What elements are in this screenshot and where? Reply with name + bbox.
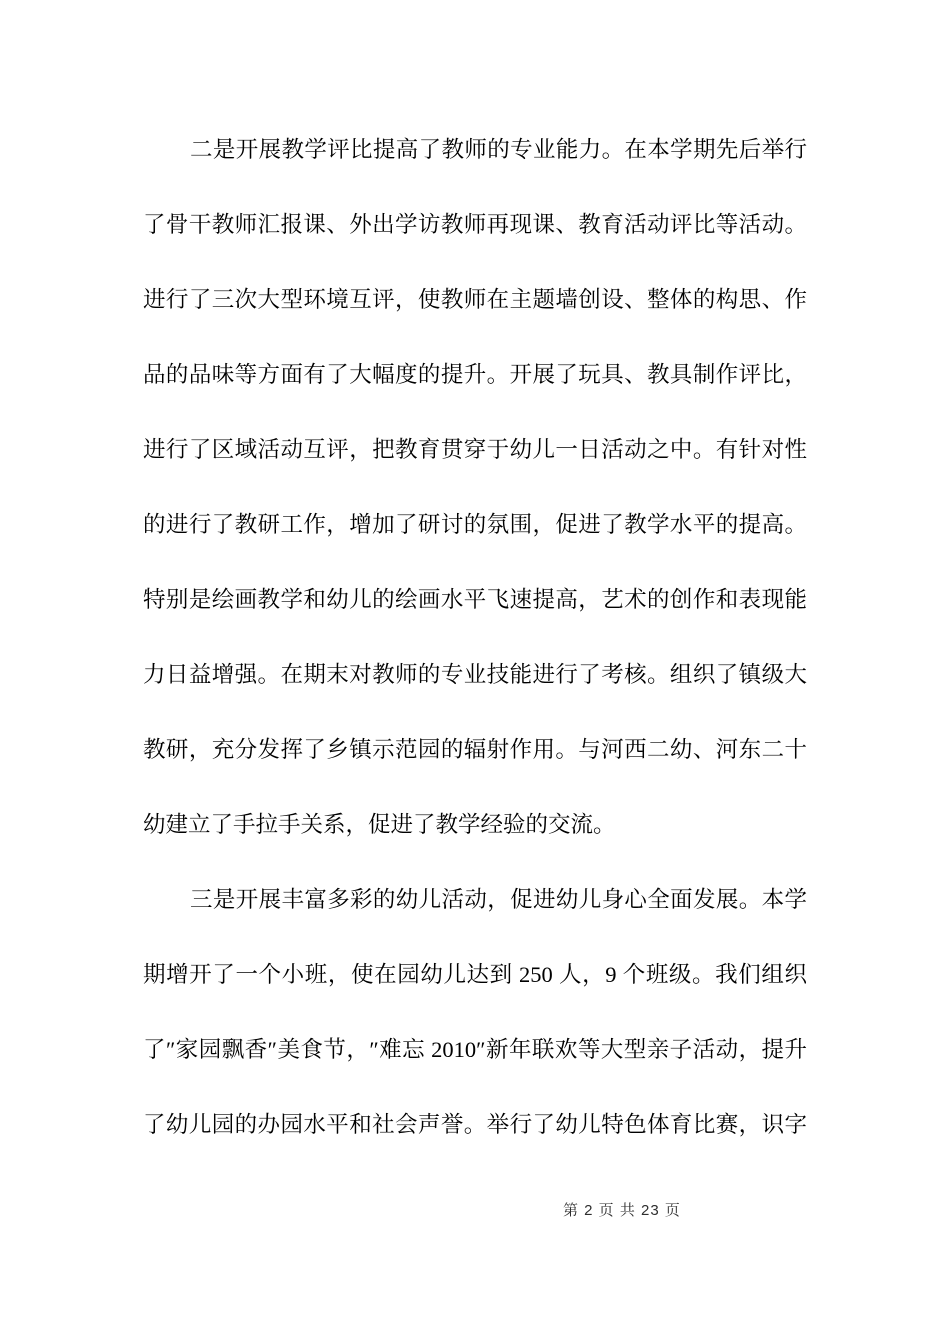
- paragraph: [143, 112, 807, 862]
- page-number-footer: 第 2 页 共 23 页: [563, 1202, 681, 1219]
- text-line: 品的品味等方面有了大幅度的提升。开展了玩具、教具制作评比，: [143, 362, 807, 387]
- text-line: 了幼儿园的办园水平和社会声誉。举行了幼儿特色体育比赛，识字: [143, 1112, 807, 1137]
- text-line: 进行了区域活动互评，把教育贯穿于幼儿一日活动之中。有针对性: [143, 437, 807, 462]
- text-line: 幼建立了手拉手关系，促进了教学经验的交流。: [143, 812, 616, 837]
- text-line: 了″家园飘香″美食节，″难忘 2010″新年联欢等大型亲子活动，提升: [143, 1037, 807, 1062]
- paragraph: [143, 862, 807, 1162]
- text-line: 了骨干教师汇报课、外出学访教师再现课、教育活动评比等活动。: [143, 212, 807, 237]
- text-line: 期增开了一个小班，使在园幼儿达到 250 人，9 个班级。我们组织: [143, 962, 807, 987]
- text-line: 二是开展教学评比提高了教师的专业能力。在本学期先后举行: [190, 137, 807, 162]
- text-line: 力日益增强。在期末对教师的专业技能进行了考核。组织了镇级大: [143, 662, 807, 687]
- text-line: 特别是绘画教学和幼儿的绘画水平飞速提高，艺术的创作和表现能: [143, 587, 807, 612]
- text-line: 进行了三次大型环境互评，使教师在主题墙创设、整体的构思、作: [143, 287, 807, 312]
- document-body: [143, 112, 807, 1162]
- text-line: 的进行了教研工作，增加了研讨的氛围，促进了教学水平的提高。: [143, 512, 807, 537]
- text-line: 教研，充分发挥了乡镇示范园的辐射作用。与河西二幼、河东二十: [143, 737, 807, 762]
- text-line: 三是开展丰富多彩的幼儿活动，促进幼儿身心全面发展。本学: [190, 887, 807, 912]
